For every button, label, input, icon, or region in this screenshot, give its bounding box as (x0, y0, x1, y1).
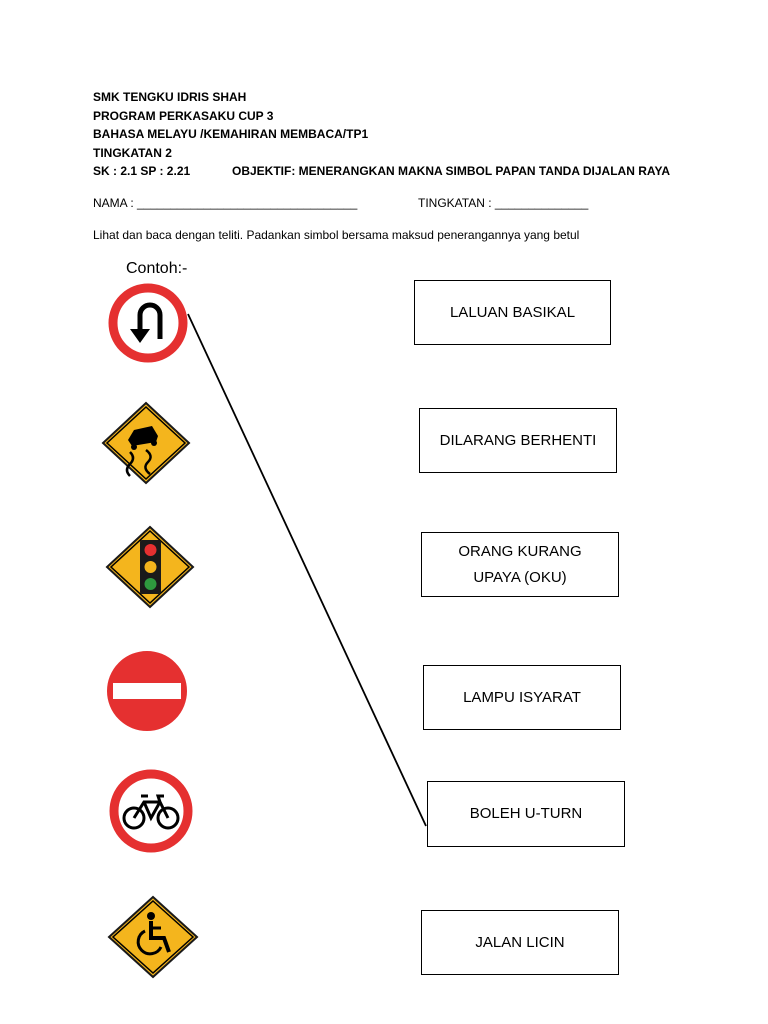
school-name: SMK TENGKU IDRIS SHAH (93, 90, 247, 104)
objective-line: OBJEKTIF: MENERANGKAN MAKNA SIMBOL PAPAN TANDA DIJALAN RAYA (232, 164, 671, 178)
form-field[interactable]: TINGKATAN : ______________ (418, 196, 589, 210)
answer-line1: ORANG KURANG (458, 542, 582, 560)
instruction-text: Lihat dan baca dengan teliti. Padankan simbol bersama maksud penerangannya yang betul (93, 228, 580, 242)
level-line: TINGKATAN 2 (93, 146, 172, 160)
answer-jalan-licin[interactable] (421, 910, 619, 975)
answer-line1: BOLEH U-TURN (469, 805, 583, 822)
answer-lampu-isyarat[interactable] (423, 665, 621, 730)
answer-line1: JALAN LICIN (475, 933, 565, 951)
answer-oku[interactable] (421, 532, 619, 597)
standard-code: SK : 2.1 SP : 2.21 (93, 164, 191, 178)
slippery-road-sign-icon[interactable] (100, 400, 192, 486)
answer-line1: LAMPU ISYARAT (463, 688, 581, 706)
answer-boleh-u-turn[interactable] (427, 781, 625, 847)
u-turn-sign-icon[interactable] (108, 283, 188, 363)
name-field[interactable]: NAMA : _________________________________ (93, 196, 358, 210)
disabled-person-sign-icon[interactable] (106, 894, 200, 980)
answer-dilarang-berhenti[interactable] (419, 408, 617, 473)
example-label: Contoh:- (126, 260, 188, 277)
subject-line: BAHASA MELAYU /KEMAHIRAN MEMBACA/TP1 (93, 127, 369, 141)
answer-line2: UPAYA (OKU) (473, 568, 567, 586)
answer-line1: DILARANG BERHENTI (439, 431, 597, 449)
answer-line1: LALUAN BASIKAL (449, 303, 576, 321)
bicycle-sign-icon[interactable] (108, 768, 194, 854)
answer-laluan-basikal[interactable] (414, 280, 611, 345)
traffic-light-sign-icon[interactable] (104, 524, 196, 610)
no-entry-sign-icon[interactable] (104, 648, 190, 734)
program-name: PROGRAM PERKASAKU CUP 3 (93, 109, 274, 123)
